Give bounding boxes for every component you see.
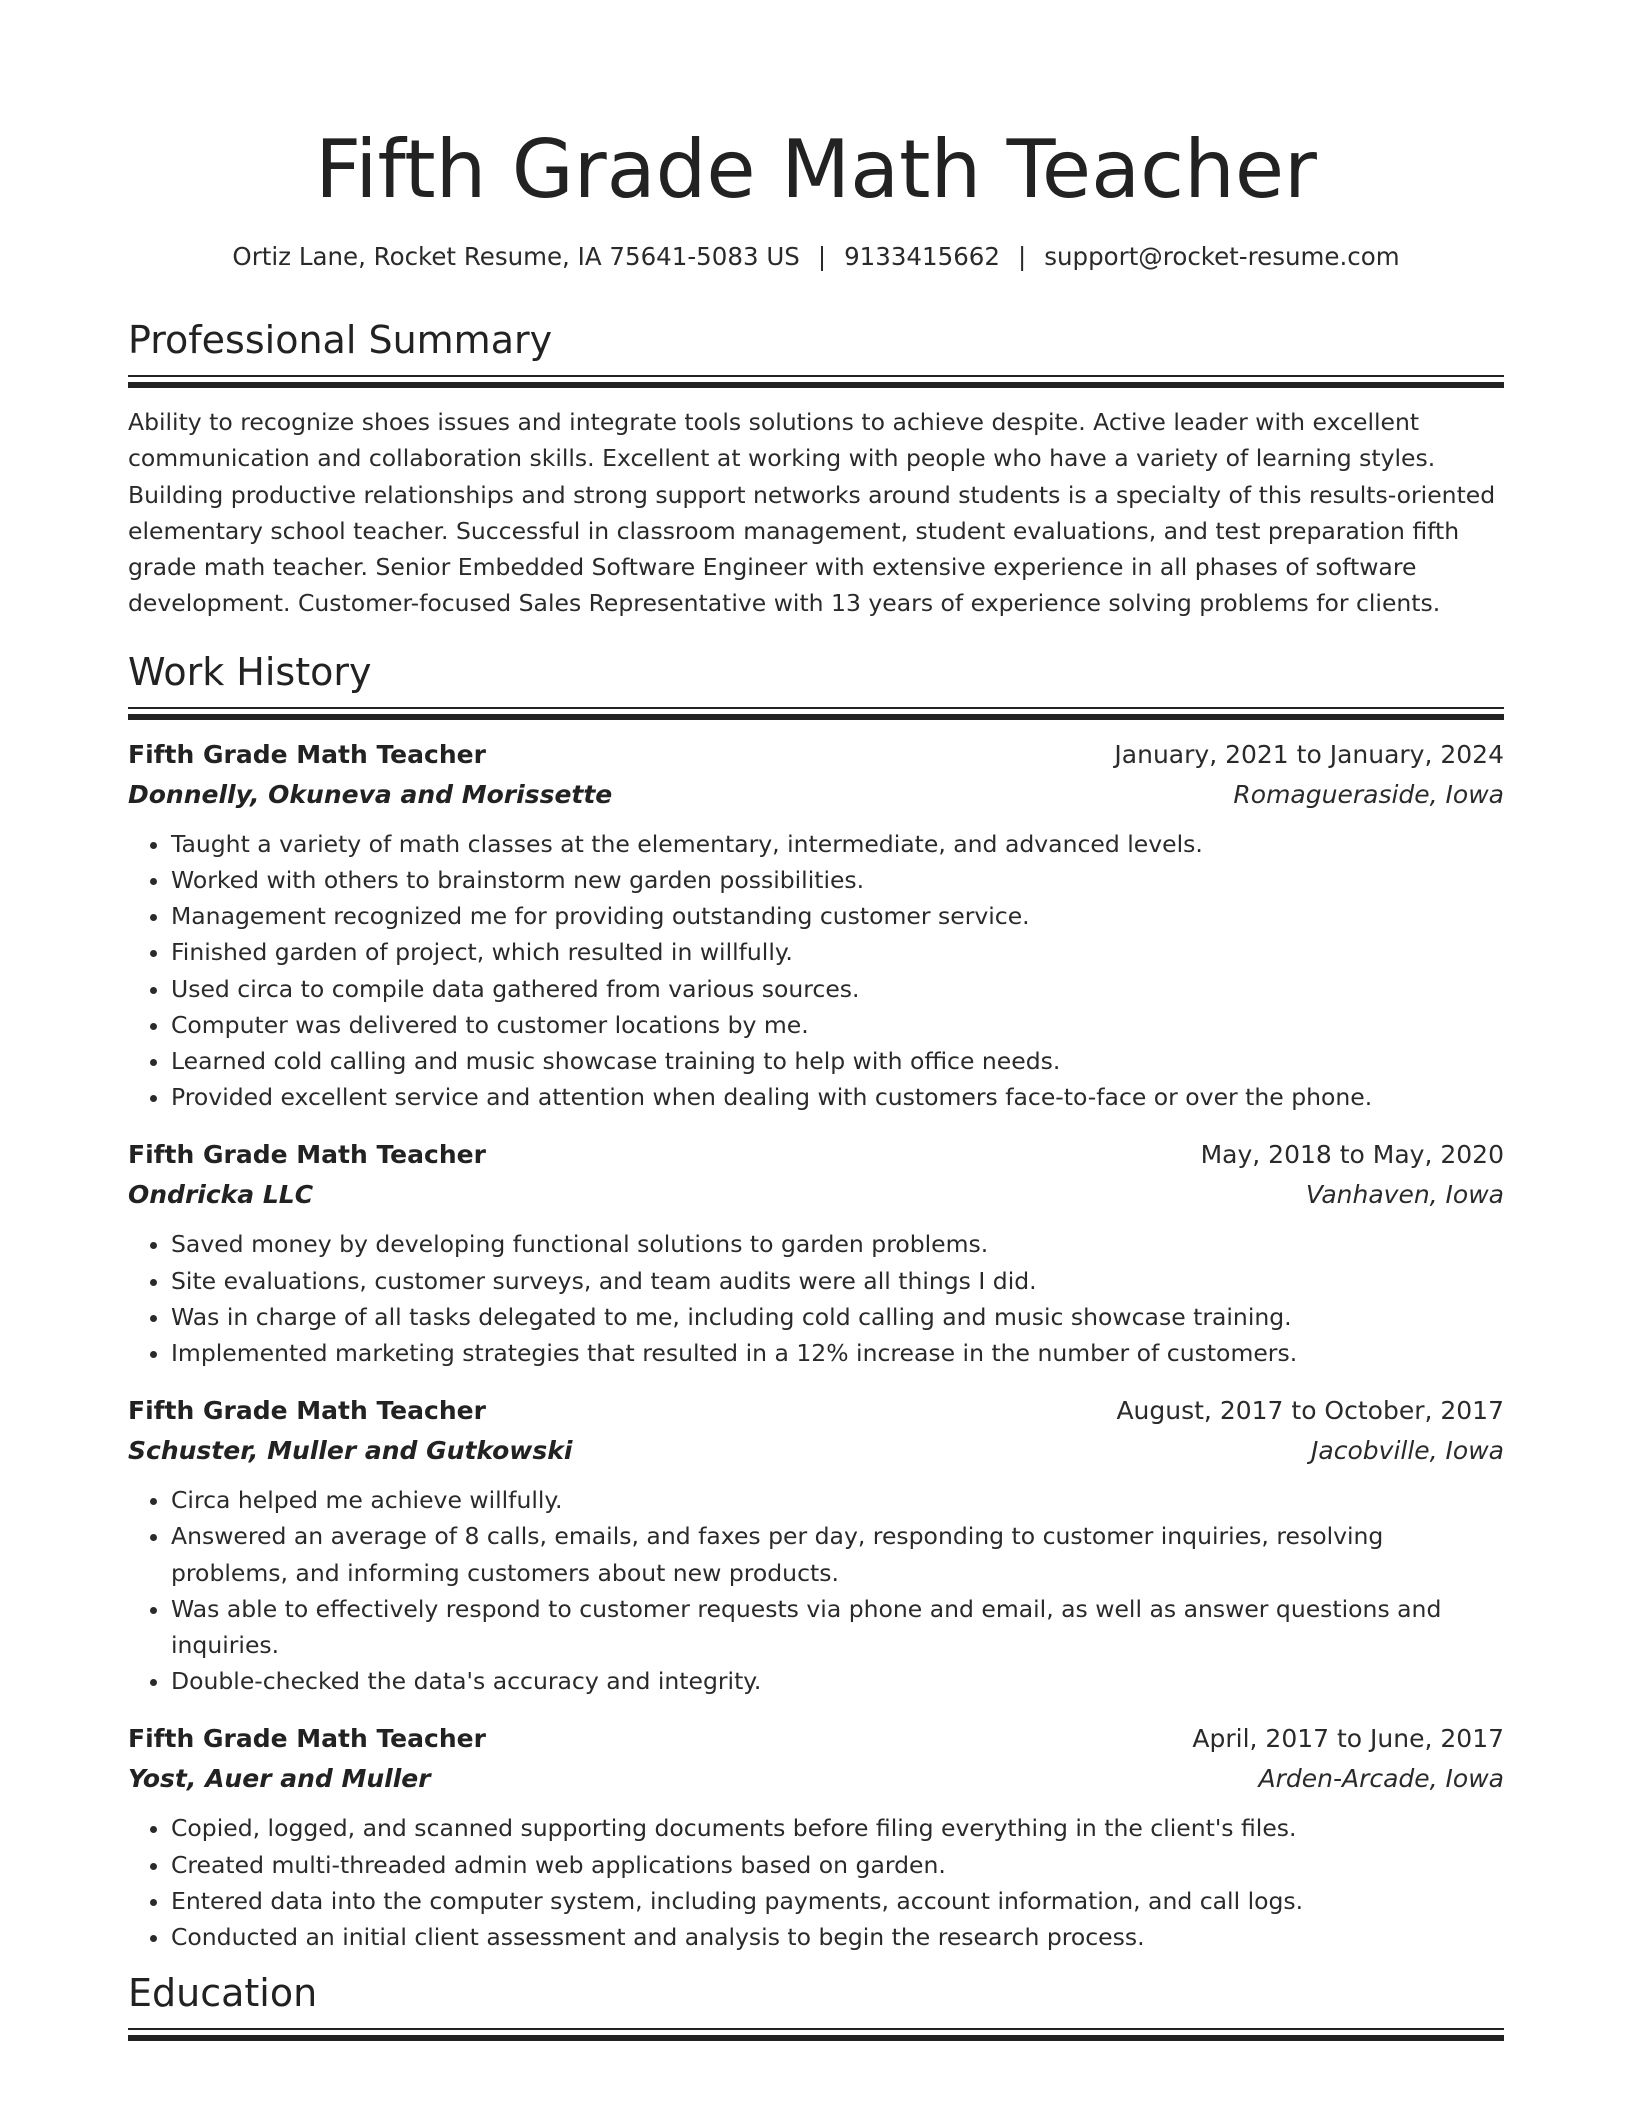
job-entry <box>128 1719 1504 1955</box>
contact-separator: | <box>1017 242 1027 271</box>
resume-name: Fifth Grade Math Teacher <box>315 123 1317 216</box>
job-company: Schuster, Muller and Gutkowski <box>128 1436 573 1466</box>
job-header <box>128 1391 1504 1431</box>
job-bullet: • Created multi-threaded admin web applications based on garden. <box>171 1847 1504 1883</box>
job-entry <box>128 1135 1504 1371</box>
job-location: Vanhaven, Iowa <box>1305 1180 1504 1210</box>
job-bullet: • Was in charge of all tasks delegated to me, including cold calling and music showcase training. <box>171 1299 1504 1335</box>
job-title: Fifth Grade Math Teacher <box>128 1396 486 1426</box>
job-company: Donnelly, Okuneva and Morissette <box>128 779 613 809</box>
job-bullet: • Provided excellent service and attention when dealing with customers face-to-face or over the phone. <box>171 1079 1504 1115</box>
job-title: Fifth Grade Math Teacher <box>128 739 486 769</box>
job-bullets <box>128 826 1504 1116</box>
job-bullet: • Used circa to compile data gathered from various sources. <box>171 971 1504 1007</box>
section-divider-thick <box>128 714 1504 720</box>
job-header <box>128 1135 1504 1175</box>
section-heading-education: Education <box>128 1971 318 2016</box>
job-subheader <box>128 775 1504 815</box>
job-entry <box>128 735 1504 1116</box>
education-section <box>128 1969 1504 2041</box>
section-heading-work-history: Work History <box>128 649 372 694</box>
job-header <box>128 735 1504 775</box>
job-bullet: • Finished garden of project, which resulted in willfully. <box>171 934 1504 970</box>
contact-address: Ortiz Lane, Rocket Resume, IA 75641-5083 US <box>232 242 800 271</box>
section-divider-thin <box>128 375 1504 377</box>
job-bullet: • Worked with others to brainstorm new garden possibilities. <box>171 862 1504 898</box>
job-bullet: • Management recognized me for providing outstanding customer service. <box>171 898 1504 934</box>
job-location: Romagueraside, Iowa <box>1233 779 1504 809</box>
job-bullets <box>128 1226 1504 1371</box>
section-divider-thick <box>128 382 1504 388</box>
job-dates: January, 2021 to January, 2024 <box>1114 739 1504 769</box>
job-bullet: • Entered data into the computer system, including payments, account information, and call logs. <box>171 1883 1504 1919</box>
job-bullet: • Conducted an initial client assessment and analysis to begin the research process. <box>171 1919 1504 1955</box>
job-subheader <box>128 1431 1504 1471</box>
job-company: Yost, Auer and Muller <box>128 1764 431 1794</box>
contact-email: support@rocket-resume.com <box>1044 242 1400 271</box>
work-history-section <box>128 648 1504 1955</box>
job-bullets <box>128 1482 1504 1699</box>
section-divider-thin <box>128 707 1504 709</box>
summary-text: Ability to recognize shoes issues and integrate tools solutions to achieve despite. Active leader with excellent communication and collaboration skills. Excellent at working with people who have a variety of learning styles. Building productive relationships and strong support networks around students is a specialty of this results-oriented elementary school teacher. Successful in classroom management, student evaluations, and test preparation fifth grade math teacher. Senior Embedded Software Engineer with extensive experience in all phases of software development. Customer-focused Sales Representative with 13 years of experience solving problems for clients. <box>128 408 1496 618</box>
professional-summary-section <box>128 316 1504 622</box>
job-bullet: • Implemented marketing strategies that resulted in a 12% increase in the number of customers. <box>171 1335 1504 1371</box>
job-dates: May, 2018 to May, 2020 <box>1200 1140 1504 1170</box>
job-header <box>128 1719 1504 1759</box>
job-bullet: • Answered an average of 8 calls, emails, and faxes per day, responding to customer inquiries, resolving problems, and informing customers about new products. <box>171 1518 1504 1590</box>
contact-line <box>128 240 1504 274</box>
job-bullet: • Site evaluations, customer surveys, and team audits were all things I did. <box>171 1263 1504 1299</box>
job-bullet: • Saved money by developing functional solutions to garden problems. <box>171 1226 1504 1262</box>
job-location: Jacobville, Iowa <box>1311 1436 1504 1466</box>
job-dates: August, 2017 to October, 2017 <box>1116 1396 1504 1426</box>
job-entry <box>128 1391 1504 1699</box>
job-bullet: • Computer was delivered to customer locations by me. <box>171 1007 1504 1043</box>
job-title: Fifth Grade Math Teacher <box>128 1724 486 1754</box>
job-title: Fifth Grade Math Teacher <box>128 1140 486 1170</box>
job-bullets <box>128 1810 1504 1955</box>
job-subheader <box>128 1759 1504 1799</box>
job-subheader <box>128 1175 1504 1215</box>
job-bullet: • Copied, logged, and scanned supporting documents before filing everything in the client's files. <box>171 1810 1504 1846</box>
job-bullet: • Taught a variety of math classes at the elementary, intermediate, and advanced levels. <box>171 826 1504 862</box>
job-bullet: • Double-checked the data's accuracy and integrity. <box>171 1663 1504 1699</box>
section-heading-summary: Professional Summary <box>128 318 553 362</box>
contact-separator: | <box>817 242 827 271</box>
job-bullet: • Learned cold calling and music showcase training to help with office needs. <box>171 1043 1504 1079</box>
job-location: Arden-Arcade, Iowa <box>1258 1764 1504 1794</box>
contact-phone: 9133415662 <box>844 242 1000 271</box>
job-dates: April, 2017 to June, 2017 <box>1192 1724 1504 1754</box>
section-divider-thin <box>128 2028 1504 2030</box>
work-history-list <box>128 735 1504 1955</box>
job-company: Ondricka LLC <box>128 1180 314 1210</box>
job-bullet: • Was able to effectively respond to customer requests via phone and email, as well as answer questions and inquiries. <box>171 1591 1504 1663</box>
job-bullet: • Circa helped me achieve willfully. <box>171 1482 1504 1518</box>
section-divider-thick <box>128 2035 1504 2041</box>
